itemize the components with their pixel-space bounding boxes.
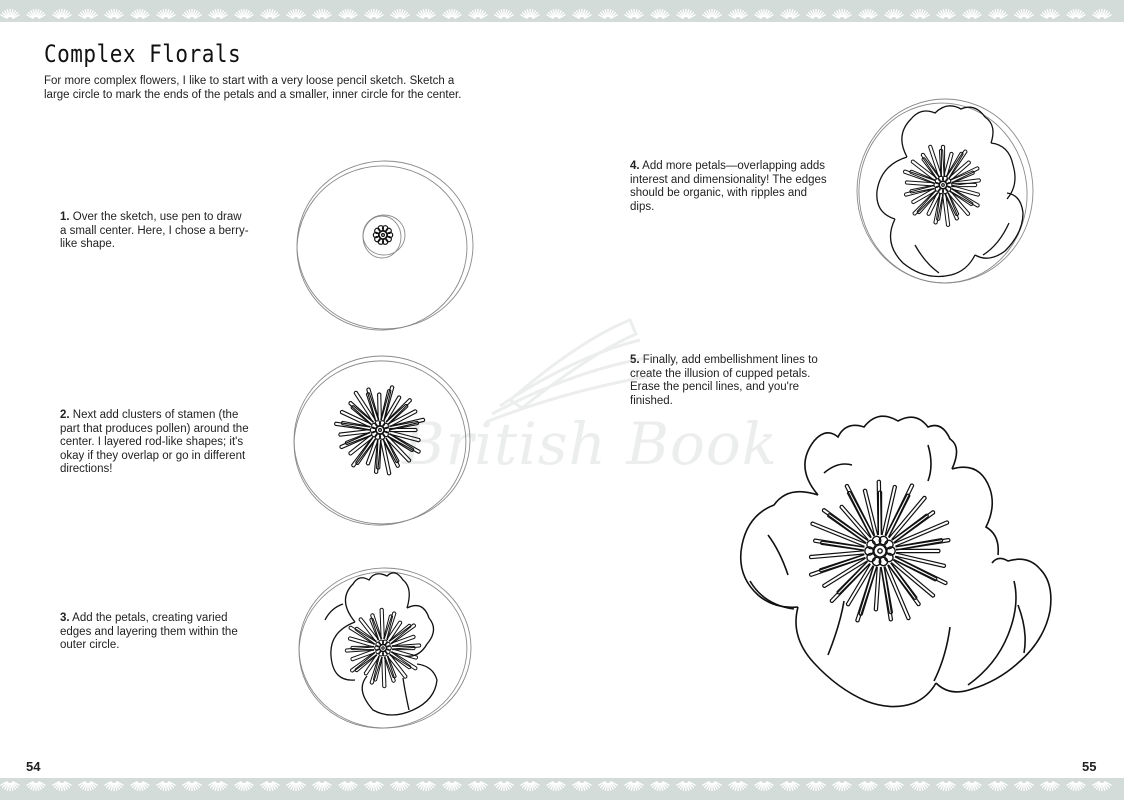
berry-core	[382, 647, 384, 649]
intro-paragraph: For more complex flowers, I like to start with a very loose pencil sketch. Sketch a large circle to mark the ends of the petals and a smaller, inner circle for the center.	[44, 75, 462, 101]
berry-core	[380, 645, 387, 652]
bottom-decorative-band	[0, 778, 1124, 800]
step-number: 3.	[60, 612, 70, 624]
page-number-right: 55	[1082, 759, 1097, 774]
step-4-drawing	[855, 95, 1045, 295]
stamen-cluster	[335, 386, 425, 475]
stamen-rod	[896, 538, 950, 550]
berry-core	[942, 184, 945, 187]
step-2-drawing	[290, 350, 480, 530]
step-description: Add more petals—overlapping adds interest and dimensionality! The edges should be organic, with ripples and dips.	[630, 160, 827, 213]
stamen-rod	[380, 608, 384, 639]
berry-center	[370, 421, 389, 440]
step-3-drawing	[295, 560, 485, 730]
step-1-drawing	[290, 155, 480, 335]
page-title: Complex Florals	[44, 40, 242, 68]
step-description: Next add clusters of stamen (the part that produces pollen) around the center. I layered rod-like shapes; it's okay if they overlap or go in different directions!	[60, 409, 249, 475]
berry-center	[865, 536, 895, 565]
stamen-rod	[382, 657, 386, 688]
watermark-text: British Book	[402, 410, 778, 478]
stamen-rod	[339, 430, 370, 437]
page-number-left: 54	[26, 759, 41, 774]
step-number: 2.	[60, 409, 70, 421]
band-pattern-icon	[0, 778, 1124, 800]
step-3-text	[60, 612, 260, 653]
berry-core	[874, 545, 886, 557]
stamen-rod	[881, 567, 893, 621]
stamen-rod	[878, 491, 881, 535]
berry-core	[379, 231, 387, 239]
step-1-text	[60, 211, 250, 252]
berry-core	[379, 429, 382, 432]
berry-center	[934, 176, 952, 193]
berry-core	[939, 181, 946, 188]
step-4-text	[630, 160, 830, 214]
berry-core	[376, 426, 384, 434]
berry-center	[375, 640, 392, 656]
stamen-rod	[378, 393, 382, 420]
step-number: 5.	[630, 354, 640, 366]
step-description: Finally, add embellishment lines to create the illusion of cupped petals. Erase the pencil lines, and you're finished.	[630, 354, 818, 407]
step-description: Add the petals, creating varied edges and layering them within the outer circle.	[60, 612, 238, 651]
step-description: Over the sketch, use pen to draw a small center. Here, I chose a berry-like shape.	[60, 211, 249, 250]
step-5-drawing	[728, 405, 1058, 720]
stamen-cluster	[345, 608, 421, 687]
step-number: 1.	[60, 211, 70, 223]
berry-core	[382, 234, 385, 237]
stamen-rod	[943, 194, 950, 227]
stamen-rod	[896, 549, 940, 552]
berry-core	[878, 549, 882, 553]
berry-center	[373, 226, 392, 245]
band-pattern-icon	[0, 0, 1124, 22]
step-number: 4.	[630, 160, 640, 172]
top-decorative-band	[0, 0, 1124, 22]
stamen-cluster	[809, 480, 950, 622]
step-2-text	[60, 409, 260, 477]
